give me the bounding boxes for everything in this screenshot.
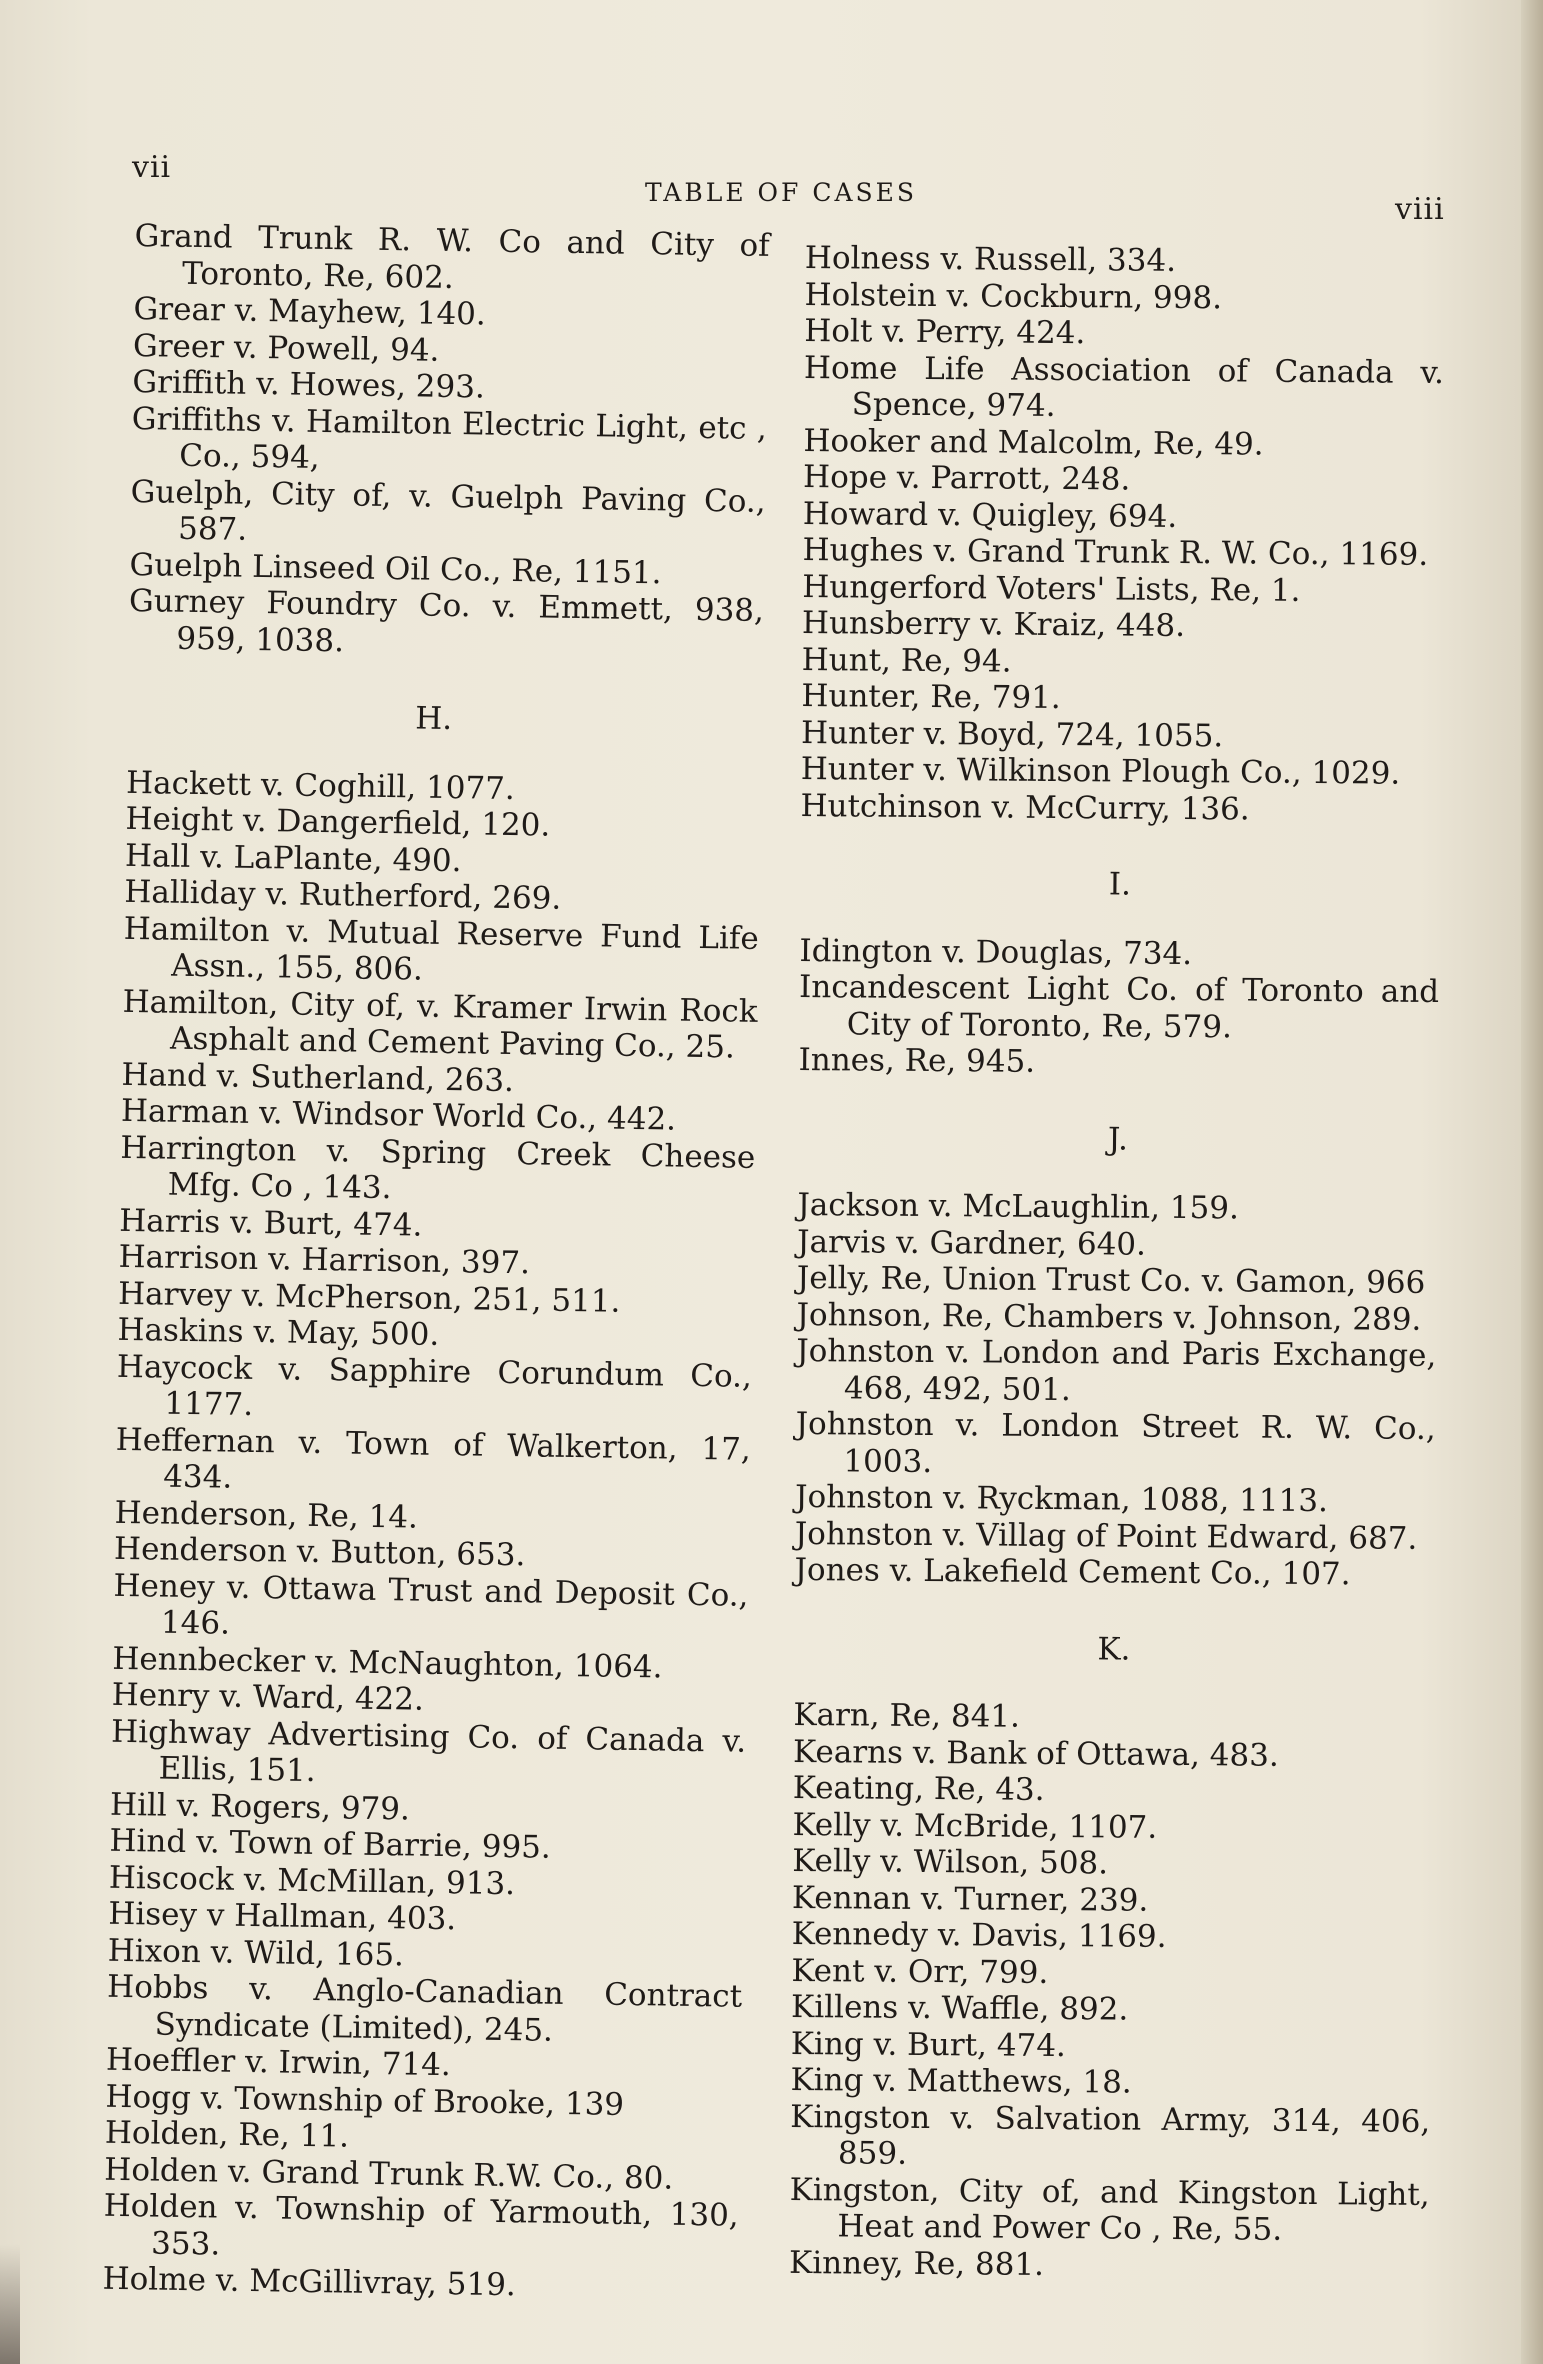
case-entry: Jelly, Re, Union Trust Co. v. Gamon, 966 [796,1259,1426,1301]
case-entry: Johnston v. London Street R. W. Co., 1003. [795,1405,1436,1480]
left-column [102,218,770,2307]
case-entry: Holden v. Township of Yarmouth, 130, 353. [103,2187,739,2263]
case-entry: Henry v. Ward, 422. [111,1676,425,1718]
case-entry: Hobbs v. Anglo-Canadian Contract Syndicate (Limited), 245. [106,1968,743,2049]
case-entry: Holstein v. Cockburn, 998. [804,276,1223,316]
case-entry: Hoeffler v. Irwin, 714. [105,2041,452,2084]
k-entries [789,1697,1434,2286]
case-entry: Hixon v. Wild, 165. [107,1932,405,1973]
case-entry: Jackson v. McLaughlin, 159. [797,1186,1240,1227]
case-entry: Haskins v. May, 500. [117,1311,440,1353]
case-entry: Hall v. LaPlante, 490. [124,837,462,879]
case-entry: Holden, Re, 11. [104,2114,350,2155]
case-entry: Johnson, Re, Chambers v. Johnson, 289. [796,1296,1422,1338]
case-entry: Hisey v Hallman, 403. [108,1895,457,1938]
running-head: TABLE OF CASES [645,178,918,207]
case-entry: Guelph Linseed Oil Co., Re, 1151. [129,546,662,591]
case-entry: Hunter v. Wilkinson Plough Co., 1029. [800,750,1401,792]
case-entry: Griffiths v. Hamilton Electric Light, etc , Co., 594, [131,400,768,476]
case-entry: Hennbecker v. McNaughton, 1064. [112,1640,663,1685]
case-entry: Kingston v. Salvation Army, 314, 406, 859. [790,2098,1431,2172]
case-entry: Kennedy v. Davis, 1169. [791,1915,1167,1955]
case-entry: Hill v. Rogers, 979. [109,1786,411,1828]
j-entries [794,1187,1437,1594]
case-entry: Grand Trunk R. W. Co and City of Toronto, Re, 602. [134,218,770,296]
case-entry: Greer v. Powell, 94. [132,327,440,369]
case-entry: Jones v. Lakefield Cement Co., 107. [794,1551,1351,1593]
case-entry: Hutchinson v. McCurry, 136. [800,787,1250,828]
i-entries [798,932,1439,1083]
case-entry: Hogg v. Township of Brooke, 139 [105,2078,625,2123]
case-entry: Harris v. Burt, 474. [118,1202,423,1244]
case-entry: Johnston v. Villag of Point Edward, 687. [794,1515,1418,1557]
case-entry: Hunt, Re, 94. [801,641,1012,680]
case-entry: Hungerford Voters' Lists, Re, 1. [802,568,1301,609]
case-entry: Holt v. Perry, 424. [804,312,1086,352]
case-entry: Harrison v. Harrison, 397. [118,1238,531,1282]
case-entry: Holme v. McGillivray, 519. [102,2260,517,2304]
case-entry: Karn, Re, 841. [793,1696,1021,1735]
case-entry: Johnston v. Ryckman, 1088, 1113. [794,1478,1329,1520]
case-entry: Howard v. Quigley, 694. [802,495,1178,535]
case-entry: Hughes v. Grand Trunk R. W. Co., 1169. [802,531,1429,573]
case-entry: Kelly v. Wilson, 508. [792,1842,1109,1882]
case-entry: Holness v. Russell, 334. [804,240,1177,279]
right-page-number: viii [1395,192,1445,227]
h-entries-continued [800,240,1445,829]
case-entry: Hunsberry v. Kraiz, 448. [801,604,1186,644]
g-entries [128,218,770,666]
case-entry: Griffith v. Howes, 293. [132,363,486,406]
case-entry: Harvey v. McPherson, 251, 511. [117,1275,621,1320]
case-entry: Heffernan v. Town of Walkerton, 17, 434. [115,1421,752,1496]
case-entry: Innes, Re, 945. [798,1041,1036,1080]
case-entry: Hand v. Sutherland, 263. [121,1056,515,1099]
case-entry: Height v. Dangerfield, 120. [125,800,551,844]
case-entry: Idington v. Douglas, 734. [799,932,1193,972]
case-entry: Haycock v. Sapphire Corundum Co., 1177. [116,1348,753,1423]
case-entry: Kennan v. Turner, 239. [791,1879,1149,1919]
case-entry: Kent v. Orr, 799. [791,1952,1049,1991]
case-entry: Jarvis v. Gardner, 640. [796,1223,1147,1263]
case-entry: Henderson v. Button, 653. [113,1530,526,1574]
case-entry: Henderson, Re, 14. [114,1494,419,1536]
case-entry: Hunter, Re, 791. [801,677,1061,717]
corner-shadow [0,2244,20,2364]
case-entry: Hamilton v. Mutual Reserve Fund Life Assn., 155, 806. [123,910,760,988]
case-entry: Keating, Re, 43. [792,1769,1045,1808]
case-entry: Harman v. Windsor World Co., 442. [120,1092,677,1138]
case-entry: Hamilton, City of, v. Kramer Irwin Rock Asphalt and Cement Paving Co., 25. [122,983,758,1066]
case-entry: Hind v. Town of Barrie, 995. [109,1822,552,1866]
section-heading-h: H. [414,700,453,738]
case-entry: Harrington v. Spring Creek Cheese Mfg. Co , 143. [120,1129,756,1207]
case-entry: Guelph, City of, v. Guelph Paving Co., 587. [130,473,766,548]
case-entry: Hunter v. Boyd, 724, 1055. [800,714,1224,754]
case-entry: Hooker and Malcolm, Re, 49. [803,422,1264,463]
case-entry: Incandescent Light Co. of Toronto and City of Toronto, Re, 579. [798,968,1440,1045]
section-heading-k: K. [1097,1630,1131,1668]
h-entries [102,764,761,2307]
case-entry: Kinney, Re, 881. [788,2244,1045,2283]
case-entry: Holden v. Grand Trunk R.W. Co., 80. [104,2151,674,2197]
case-entry: Kingston, City of, and Kingston Light, Heat and Power Co , Re, 55. [789,2171,1430,2248]
case-entry: Home Life Association of Canada v. Spence, 974. [803,349,1445,424]
left-page-number: vii [132,150,172,185]
case-entry: Highway Advertising Co. of Canada v. Ellis, 151. [110,1713,747,1790]
case-entry: King v. Burt, 474. [790,2025,1067,2064]
right-column [789,240,1445,2286]
case-entry: King v. Matthews, 18. [790,2061,1132,2101]
case-entry: Hiscock v. McMillan, 913. [108,1859,516,1902]
section-heading-j: J. [1107,1120,1129,1158]
page-gutter-edge [1521,0,1543,2364]
case-entry: Grear v. Mayhew, 140. [133,290,487,333]
case-entry: Hope v. Parrott, 248. [802,458,1131,498]
section-heading-i: I. [1108,866,1132,903]
case-entry: Gurney Foundry Co. v. Emmett, 938, 959, 1038. [128,582,765,659]
case-entry: Halliday v. Rutherford, 269. [124,873,562,917]
case-entry: Hackett v. Coghill, 1077. [125,764,516,807]
case-entry: Kelly v. McBride, 1107. [792,1806,1158,1846]
case-entry: Heney v. Ottawa Trust and Deposit Co., 146. [113,1567,749,1642]
case-entry: Kearns v. Bank of Ottawa, 483. [792,1733,1279,1774]
case-entry: Killens v. Waffle, 892. [790,1988,1129,2028]
case-entry: Johnston v. London and Paris Exchange, 468, 492, 501. [796,1332,1437,1408]
